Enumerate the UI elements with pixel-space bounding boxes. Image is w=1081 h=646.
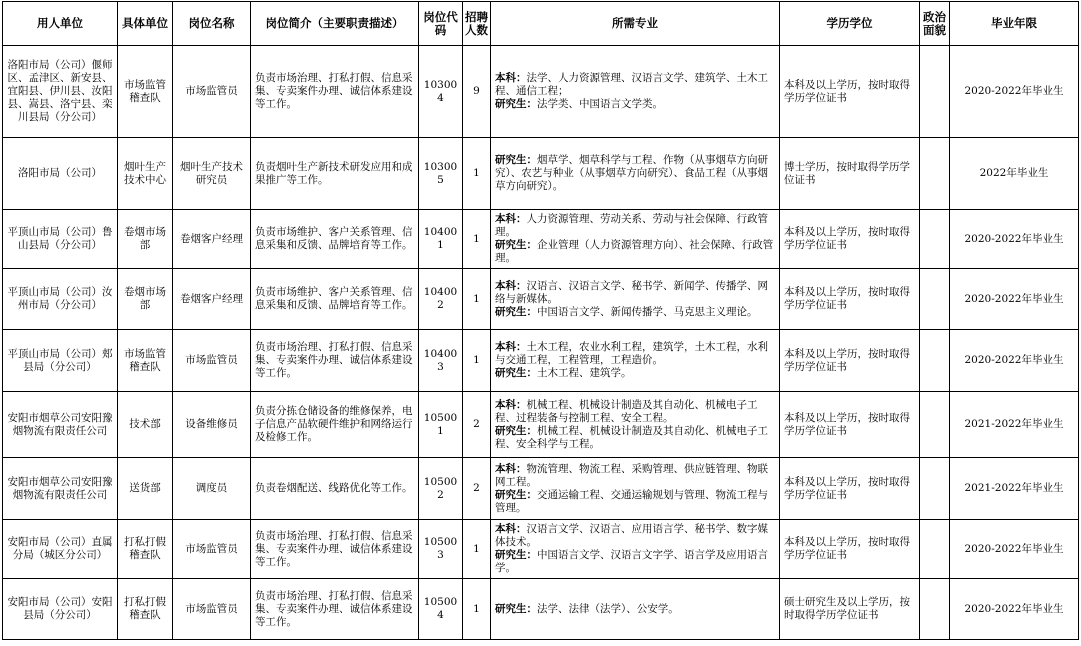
cell-count: 1 (463, 330, 491, 392)
grad-label: 研究生： (495, 305, 537, 318)
grad-label: 研究生： (495, 98, 537, 110)
grad-label: 研究生： (495, 488, 537, 501)
cell-desc: 负责分拣仓储设备的维修保养，电子信息产品软硬件维护和网络运行及检修工作。 (251, 392, 419, 458)
cell-desc: 负责市场治理、打私打假、信息采集、专卖案件办理、诚信体系建设等工作。 (251, 520, 419, 579)
major-text: 法学类、中国语言文学类。 (537, 98, 663, 110)
table-row (3, 579, 1079, 640)
cell-grad-year: 2020-2022年毕业生 (950, 46, 1079, 138)
cell-desc: 负责市场治理、打私打假、信息采集、专卖案件办理、诚信体系建设等工作。 (251, 579, 419, 640)
undergrad-label: 本科： (495, 279, 527, 292)
table-row (3, 210, 1079, 269)
major-text: 人力资源管理、劳动关系、劳动与社会保障、行政管理。 (495, 213, 768, 238)
cell-major (491, 210, 780, 269)
cell-unit: 市场监管稽查队 (118, 46, 173, 138)
cell-major (491, 269, 780, 330)
cell-unit: 市场监管稽查队 (118, 330, 173, 392)
grad-label: 研究生： (495, 424, 537, 437)
cell-code: 104002 (419, 269, 463, 330)
header-political: 政治面貌 (920, 2, 950, 46)
cell-count: 2 (463, 392, 491, 458)
cell-major (491, 458, 780, 520)
table-row (3, 392, 1079, 458)
cell-political (920, 138, 950, 210)
cell-major (491, 330, 780, 392)
major-undergrad (495, 72, 775, 98)
major-grad (495, 367, 775, 380)
major-text: 土木工程，农业水利工程，建筑学，土木工程，水利与交通工程，工程管理，工程造价。 (495, 341, 768, 366)
cell-education: 博士学历，按时取得学历学位证书 (780, 138, 920, 210)
cell-position: 设备维修员 (173, 392, 251, 458)
cell-code: 105004 (419, 579, 463, 640)
table-row (3, 520, 1079, 579)
header-grad-year: 毕业年限 (950, 2, 1079, 46)
cell-political (920, 458, 950, 520)
header-employer: 用人单位 (3, 2, 118, 46)
cell-desc: 负责市场治理、打私打假、信息采集、专卖案件办理、诚信体系建设等工作。 (251, 330, 419, 392)
cell-position: 市场监管员 (173, 520, 251, 579)
cell-grad-year: 2020-2022年毕业生 (950, 520, 1079, 579)
cell-desc: 负责卷烟配送、线路优化等工作。 (251, 458, 419, 520)
undergrad-label: 本科： (495, 398, 527, 411)
cell-employer: 安阳市局（公司）安阳县局（分公司） (3, 579, 118, 640)
major-undergrad (495, 399, 775, 425)
cell-count: 2 (463, 458, 491, 520)
cell-education: 硕士研究生及以上学历，按时取得学历学位证书 (780, 579, 920, 640)
cell-major (491, 392, 780, 458)
cell-unit: 送货部 (118, 458, 173, 520)
table-body (3, 46, 1079, 640)
cell-position: 市场监管员 (173, 579, 251, 640)
cell-desc: 负责烟叶生产新技术研发应用和成果推广等工作。 (251, 138, 419, 210)
cell-position: 调度员 (173, 458, 251, 520)
major-undergrad (495, 213, 775, 239)
cell-political (920, 330, 950, 392)
cell-code: 104001 (419, 210, 463, 269)
table-row (3, 330, 1079, 392)
major-text: 物流管理、物流工程、采购管理、供应链管理、物联网工程。 (495, 462, 768, 488)
cell-grad-year: 2021-2022年毕业生 (950, 392, 1079, 458)
major-text: 机械工程、机械设计制造及其自动化、机械电子工程、安全科学与工程。 (495, 424, 768, 450)
cell-education: 本科及以上学历，按时取得学历学位证书 (780, 458, 920, 520)
cell-grad-year: 2020-2022年毕业生 (950, 210, 1079, 269)
cell-political (920, 269, 950, 330)
cell-major (491, 579, 780, 640)
header-row (3, 2, 1079, 46)
cell-major (491, 520, 780, 579)
major-grad (495, 98, 775, 111)
cell-education: 本科及以上学历，按时取得学历学位证书 (780, 330, 920, 392)
major-text: 烟草学、烟草科学与工程、作物（从事烟草方向研究）、农艺与种业（从事烟草方向研究）、食品工程（从事烟草方向研究）。 (495, 154, 768, 192)
cell-position: 市场监管员 (173, 330, 251, 392)
cell-major (491, 138, 780, 210)
cell-grad-year: 2020-2022年毕业生 (950, 330, 1079, 392)
cell-grad-year: 2020-2022年毕业生 (950, 269, 1079, 330)
job-table (2, 1, 1079, 640)
cell-major (491, 46, 780, 138)
cell-grad-year: 2021-2022年毕业生 (950, 458, 1079, 520)
cell-political (920, 210, 950, 269)
cell-count: 1 (463, 579, 491, 640)
major-text: 法学、法律（法学）、公安学。 (537, 602, 679, 615)
undergrad-label: 本科： (495, 72, 527, 84)
header-desc: 岗位简介（主要职责描述） (251, 2, 419, 46)
cell-desc: 负责市场维护、客户关系管理、信息采集和反馈、品牌培育等工作。 (251, 210, 419, 269)
cell-political (920, 520, 950, 579)
cell-education: 本科及以上学历，按时取得学历学位证书 (780, 210, 920, 269)
header-code: 岗位代码 (419, 2, 463, 46)
cell-unit: 卷烟市场部 (118, 210, 173, 269)
major-undergrad (495, 463, 775, 489)
cell-unit: 技术部 (118, 392, 173, 458)
cell-count: 1 (463, 138, 491, 210)
cell-code: 105002 (419, 458, 463, 520)
grad-label: 研究生： (495, 602, 537, 615)
cell-employer: 安阳市烟草公司安阳豫烟物流有限责任公司 (3, 458, 118, 520)
header-major: 所需专业 (491, 2, 780, 46)
cell-political (920, 579, 950, 640)
cell-unit: 烟叶生产技术中心 (118, 138, 173, 210)
cell-code: 103005 (419, 138, 463, 210)
cell-employer: 安阳市烟草公司安阳豫烟物流有限责任公司 (3, 392, 118, 458)
grad-label: 研究生： (495, 154, 537, 166)
cell-education: 本科及以上学历，按时取得学历学位证书 (780, 520, 920, 579)
cell-grad-year: 2020-2022年毕业生 (950, 579, 1079, 640)
cell-desc: 负责市场治理、打私打假、信息采集、专卖案件办理、诚信体系建设等工作。 (251, 46, 419, 138)
cell-employer: 平顶山市局（公司）鲁山县局（分公司） (3, 210, 118, 269)
table-row (3, 46, 1079, 138)
major-text: 土木工程、建筑学。 (537, 367, 632, 379)
cell-grad-year: 2022年毕业生 (950, 138, 1079, 210)
major-grad (495, 603, 775, 616)
cell-code: 105003 (419, 520, 463, 579)
cell-count: 1 (463, 520, 491, 579)
major-undergrad (495, 341, 775, 367)
cell-employer: 平顶山市局（公司）汝州市局（分公司） (3, 269, 118, 330)
cell-employer: 洛阳市局（公司） (3, 138, 118, 210)
cell-code: 103004 (419, 46, 463, 138)
cell-unit: 打私打假稽查队 (118, 579, 173, 640)
grad-label: 研究生： (495, 239, 537, 251)
cell-education: 本科及以上学历，按时取得学历学位证书 (780, 46, 920, 138)
major-text: 法学、人力资源管理、汉语言文学、建筑学、土木工程、通信工程； (495, 72, 768, 97)
cell-position: 市场监管员 (173, 46, 251, 138)
header-count: 招聘人数 (463, 2, 491, 46)
cell-count: 1 (463, 210, 491, 269)
cell-count: 1 (463, 269, 491, 330)
header-position: 岗位名称 (173, 2, 251, 46)
cell-unit: 打私打假稽查队 (118, 520, 173, 579)
cell-position: 卷烟客户经理 (173, 269, 251, 330)
table-row (3, 269, 1079, 330)
cell-employer: 洛阳市局（公司）偃师区、孟津区、新安县、宜阳县、伊川县、汝阳县、嵩县、洛宁县、栾川县局（分公司） (3, 46, 118, 138)
header-education: 学历学位 (780, 2, 920, 46)
major-text: 交通运输工程、交通运输规划与管理、物流工程与管理。 (495, 488, 768, 514)
major-undergrad (495, 523, 775, 549)
cell-position: 卷烟客户经理 (173, 210, 251, 269)
cell-education: 本科及以上学历，按时取得学历学位证书 (780, 269, 920, 330)
table-row (3, 138, 1079, 210)
major-grad (495, 489, 775, 515)
undergrad-label: 本科： (495, 213, 527, 225)
cell-employer: 安阳市局（公司）直属分局（城区分公司） (3, 520, 118, 579)
major-text: 企业管理（人力资源管理方向）、社会保障、行政管理。 (495, 239, 774, 264)
cell-political (920, 392, 950, 458)
cell-employer: 平顶山市局（公司）郏县局（分公司） (3, 330, 118, 392)
cell-political (920, 46, 950, 138)
cell-unit: 卷烟市场部 (118, 269, 173, 330)
major-text: 中国语言文学、新闻传播学、马克思主义理论。 (537, 305, 758, 318)
major-grad (495, 425, 775, 451)
major-text: 中国语言文学、汉语言文字学、语言学及应用语言学。 (495, 549, 768, 574)
major-grad (495, 154, 775, 193)
grad-label: 研究生： (495, 367, 537, 379)
cell-code: 104003 (419, 330, 463, 392)
table-row (3, 458, 1079, 520)
cell-education: 本科及以上学历，按时取得学历学位证书 (780, 392, 920, 458)
undergrad-label: 本科： (495, 341, 527, 353)
major-grad (495, 549, 775, 575)
header-unit: 具体单位 (118, 2, 173, 46)
cell-count: 9 (463, 46, 491, 138)
cell-code: 105001 (419, 392, 463, 458)
undergrad-label: 本科： (495, 462, 527, 475)
cell-position: 烟叶生产技术研究员 (173, 138, 251, 210)
major-text: 汉语言文学、汉语言、应用语言学、秘书学、数字媒体技术。 (495, 523, 768, 548)
major-grad (495, 306, 775, 319)
cell-desc: 负责市场维护、客户关系管理、信息采集和反馈、品牌培育等工作。 (251, 269, 419, 330)
grad-label: 研究生： (495, 549, 537, 561)
major-text: 机械工程、机械设计制造及其自动化、机械电子工程、过程装备与控制工程、安全工程。 (495, 398, 758, 424)
major-grad (495, 239, 775, 265)
undergrad-label: 本科： (495, 523, 527, 535)
major-undergrad (495, 280, 775, 306)
major-text: 汉语言、汉语言文学、秘书学、新闻学、传播学、网络与新媒体。 (495, 279, 768, 305)
